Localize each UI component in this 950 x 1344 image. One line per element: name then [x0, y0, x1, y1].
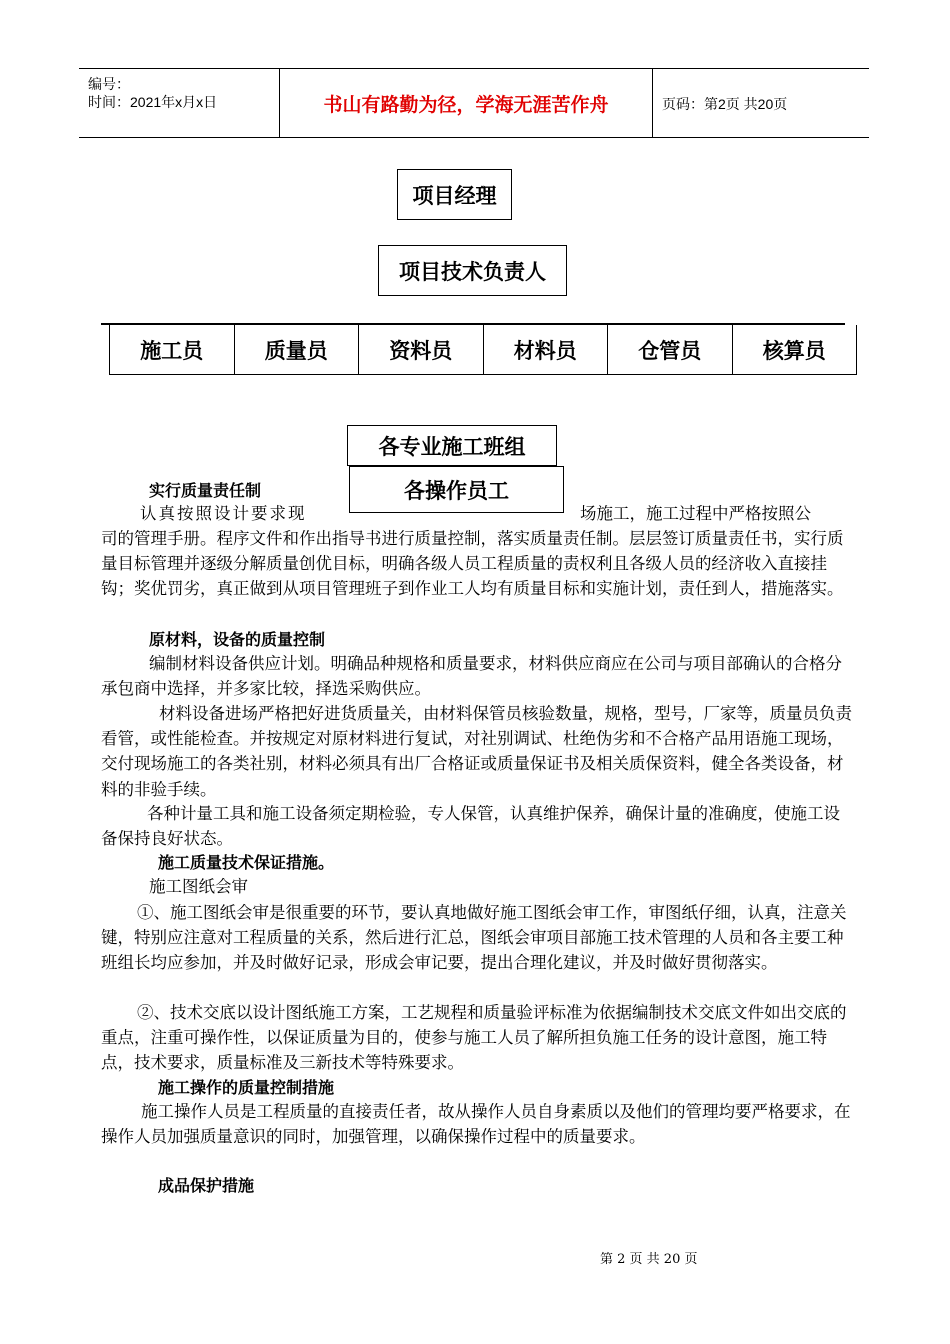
section-heading: 施工质量技术保证措施。 [158, 853, 335, 872]
section-heading: 成品保护措施 [158, 1176, 255, 1195]
subheading: 施工图纸会审 [149, 877, 248, 896]
paragraph-text: 施工操作人员是工程质量的直接责任者，故从操作人员自身素质以及他们的管理均要严格要求，在操作人员加强质量意识的同时，加强管理，以确保操作过程中的质量要求。 [101, 1102, 851, 1147]
time-label: 时间：2021年x月x日 [88, 94, 218, 110]
paragraph-text: 编制材料设备供应计划。明确品种规格和质量要求，材料供应商应在公司与项目部确认的合格分承包商中选择，并多家比较，择选采购供应。 [101, 654, 842, 699]
section-heading: 实行质量责任制 [149, 481, 262, 500]
workers-box: 各操作员工 [349, 466, 564, 513]
paragraph-text: ②、技术交底以设计图纸施工方案，工艺规程和质量验评标准为依据编制技术交底文件如出交底的重点，注重可操作性，以保证质量为目的，使参与施工人员了解所担负施工任务的设计意图，施工特点，技术要求，质量标准及三新技术等特殊要求。 [101, 1003, 847, 1073]
paragraph-text: 场施工，施工过程中严格按照公 [580, 504, 811, 523]
role-cell: 仓管员 [608, 325, 733, 374]
paragraph-text: ①、施工图纸会审是很重要的环节，要认真地做好施工图纸会审工作，审图纸仔细，认真，注意关键，特别应注意对工程质量的关系，然后进行汇总，图纸会审项目部施工技术管理的人员和各主要工种班组长均应参加，并及时做好记录，形成会审记要，提出合理化建议，并及时做好贯彻落实。 [101, 903, 847, 973]
header-meta [79, 69, 280, 137]
section-heading: 原材料，设备的质量控制 [149, 630, 326, 649]
paragraph-text: 材料设备进场严格把好进货质量关，由材料保管员核验数量，规格，型号，厂家等，质量员负责看管，或性能检查。并按规定对原材料进行复试，对社别调试、杜绝伪劣和不合格产品用语施工现场，交付现场施工的各类社别，材料必须具有出厂合格证或质量保证书及相关质保资料，健全各类设备，材料的非验手续。 [101, 704, 852, 799]
paragraph-text: 各种计量工具和施工设备须定期检验，专人保管，认真维护保养，确保计量的准确度，使施工设备保持良好状态。 [101, 804, 840, 849]
number-label: 编号： [88, 76, 130, 92]
role-cell: 资料员 [359, 325, 484, 374]
paragraph-text: 司的管理手册。程序文件和作出指导书进行质量控制，落实质量责任制。层层签订质量责任书，实行质量目标管理并逐级分解质量创优目标，明确各级人员工程质量的责权利且各级人员的经济收入直接挂钩；奖优罚劣，真正做到从项目管理班子到作业工人均有质量目标和实施计划，责任到人，措施落实。 [101, 529, 844, 599]
section-heading: 施工操作的质量控制措施 [158, 1078, 335, 1097]
header-motto: 书山有路勤为径，学海无涯苦作舟 [280, 69, 653, 137]
page-footer: 第 2 页 共 20 页 [600, 1252, 698, 1267]
teams-box: 各专业施工班组 [347, 425, 557, 466]
paragraph-text: 认真按照设计要求现 [140, 504, 307, 523]
role-cell: 施工员 [110, 325, 235, 374]
role-cell: 材料员 [484, 325, 609, 374]
roles-row [109, 325, 857, 375]
header-page-label: 页码：第2页 共20页 [662, 96, 788, 112]
project-manager-box: 项目经理 [397, 169, 512, 220]
role-cell: 质量员 [235, 325, 360, 374]
tech-lead-box: 项目技术负责人 [378, 245, 567, 296]
role-cell: 核算员 [733, 325, 858, 374]
page-header [79, 68, 869, 138]
